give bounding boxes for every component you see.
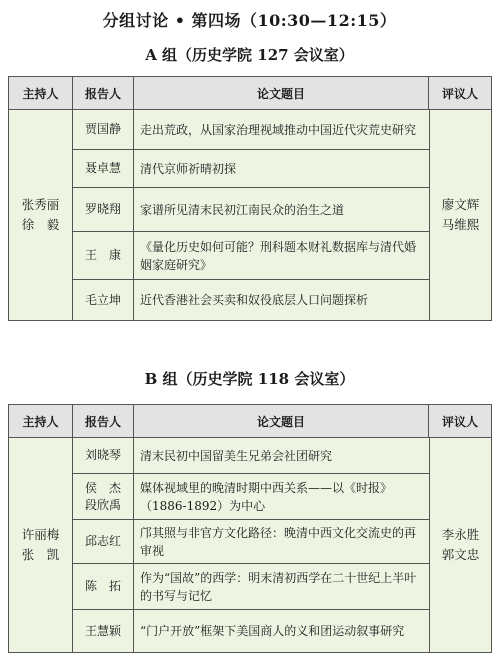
reporter-cell xyxy=(73,520,134,563)
reporter-name: 王慧颖 xyxy=(84,623,121,638)
reviewer-cell xyxy=(429,110,491,320)
table-row xyxy=(73,280,429,320)
table-row xyxy=(73,610,429,652)
reporter-name: 毛立坤 xyxy=(84,292,121,307)
table-row xyxy=(73,520,429,564)
reporter-cell xyxy=(73,110,134,149)
group-a-title: A 组（历史学院 127 会议室） xyxy=(145,46,354,64)
host-name: 张 凯 xyxy=(21,547,60,562)
reporter-cell xyxy=(73,232,134,279)
reporter-name: 聂卓慧 xyxy=(84,161,121,175)
reporter-name: 邱志红 xyxy=(84,534,121,548)
rows xyxy=(73,438,429,652)
header-paper: 论文题目 xyxy=(134,405,429,437)
host-name: 徐 毅 xyxy=(21,217,60,232)
reporter-cell xyxy=(73,564,134,609)
table-header xyxy=(9,77,491,110)
header-reporter: 报告人 xyxy=(73,405,134,437)
paper-title: 家谱所见清末民初江南民众的治生之道 xyxy=(140,202,345,217)
reporter-name: 陈 拓 xyxy=(84,579,121,593)
header-host: 主持人 xyxy=(9,405,73,437)
paper-title: 清末民初中国留美生兄弟会社团研究 xyxy=(140,448,333,463)
group-b-title: B 组（历史学院 118 会议室） xyxy=(144,370,355,388)
paper-title: 清代京师祈晴初探 xyxy=(140,161,237,176)
group-a-table xyxy=(8,76,492,321)
reporter-cell xyxy=(73,610,134,652)
table-body xyxy=(9,110,491,320)
header-paper: 论文题目 xyxy=(134,77,429,109)
host-name: 张秀丽 xyxy=(21,197,60,212)
reporter-name: 刘晓琴 xyxy=(84,448,121,462)
group-b-table xyxy=(8,404,492,653)
reporter-cell xyxy=(73,438,134,473)
table-row xyxy=(73,564,429,610)
table-row xyxy=(73,110,429,150)
table-header xyxy=(9,405,491,438)
reporter-name: 段欣禹 xyxy=(84,497,121,512)
table-row xyxy=(73,150,429,188)
reporter-name: 王 康 xyxy=(84,248,121,262)
reporter-cell xyxy=(73,474,134,519)
table-row xyxy=(73,188,429,232)
table-row xyxy=(73,232,429,280)
reviewer-name: 李永胜 xyxy=(441,527,480,542)
table-row xyxy=(73,438,429,474)
reporter-cell xyxy=(73,280,134,320)
header-reviewer: 评议人 xyxy=(441,86,478,101)
host-name: 许丽梅 xyxy=(21,527,60,542)
reviewer-name: 廖文辉 xyxy=(441,197,480,212)
reviewer-cell xyxy=(429,438,491,652)
header-reporter: 报告人 xyxy=(73,77,134,109)
header-reviewer: 评议人 xyxy=(441,414,478,429)
host-cell xyxy=(9,110,73,320)
reporter-name: 罗晓翔 xyxy=(84,202,121,216)
reviewer-name: 郭文忠 xyxy=(441,547,480,562)
paper-title: 近代香港社会买卖和奴役底层人口问题探析 xyxy=(140,293,369,307)
table-row xyxy=(73,474,429,520)
reporter-cell xyxy=(73,188,134,231)
paper-title: “门户开放”框架下美国商人的义和团运动叙事研究 xyxy=(140,624,405,638)
rows xyxy=(73,110,429,320)
paper-title: 《量化历史如何可能？刑科题本财礼数据库与清代婚姻家庭研究》 xyxy=(140,239,417,272)
page-title: 分组讨论 • 第四场（10:30—12:15） xyxy=(102,11,397,30)
reviewer-name: 马维熙 xyxy=(441,217,480,232)
reporter-name: 侯 杰 xyxy=(84,480,121,495)
paper-title: 走出荒政，从国家治理视域推动中国近代灾荒史研究 xyxy=(140,122,417,137)
table-body xyxy=(9,438,491,652)
header-host: 主持人 xyxy=(9,77,73,109)
host-cell xyxy=(9,438,73,652)
reporter-name: 贾国静 xyxy=(84,122,121,136)
paper-title: 媒体视域里的晚清时期中西关系——以《时报》（1886-1892）为中心 xyxy=(140,480,393,513)
reporter-cell xyxy=(73,150,134,187)
paper-title: 作为“国故”的西学：明末清初西学在二十世纪上半叶的书写与记忆 xyxy=(140,570,417,603)
paper-title: 邝其照与非官方文化路径：晚清中西文化交流史的再审视 xyxy=(140,525,417,558)
